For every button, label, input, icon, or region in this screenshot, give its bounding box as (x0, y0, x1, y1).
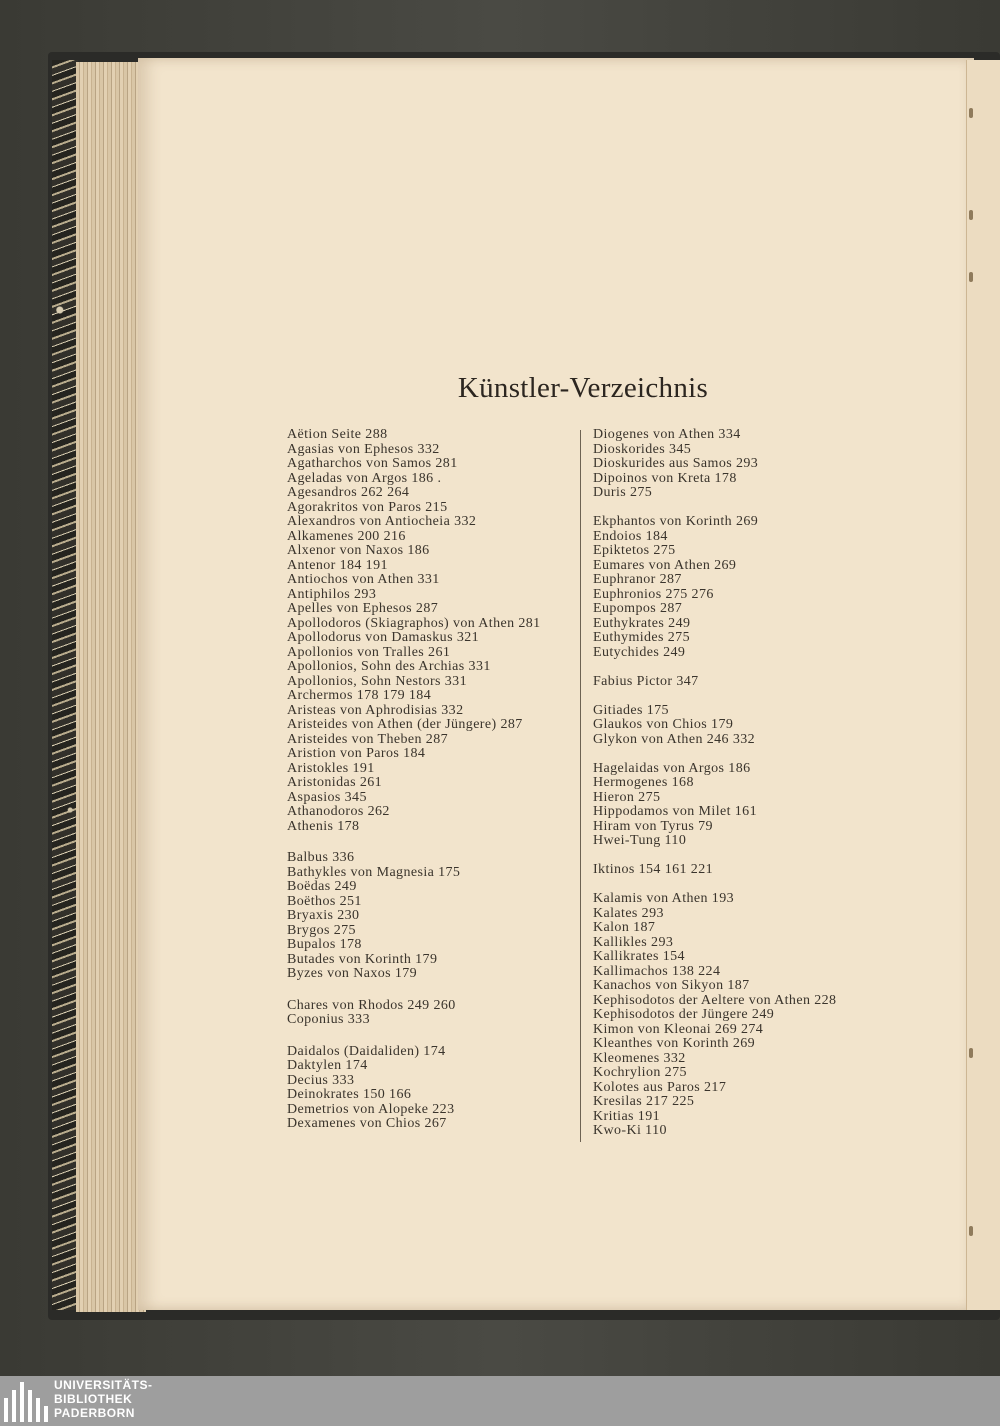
column-divider (580, 430, 581, 1142)
index-entry: Epiktetos 275 (593, 543, 676, 558)
index-entry: Antiphilos 293 (287, 586, 377, 602)
index-entry: Coponius 333 (287, 1012, 370, 1027)
index-entry: Brygos 275 (287, 922, 356, 938)
index-entry: Kleanthes von Korinth 269 (593, 1036, 756, 1051)
index-entry: Hippodamos von Milet 161 (593, 804, 757, 819)
index-entry: Glaukos von Chios 179 (593, 717, 734, 732)
index-entry: Endoios 184 (593, 528, 668, 544)
logo-line: PADERBORN (54, 1406, 135, 1420)
index-entry: Kalon 187 (593, 920, 656, 935)
index-entry: Dexamenes von Chios 267 (287, 1116, 447, 1131)
index-entry: Eupompos 287 (593, 601, 683, 616)
index-entry: Boëthos 251 (287, 893, 362, 909)
index-entry: Alkamenes 200 216 (287, 528, 406, 544)
index-entry: Kwo-Ki 110 (593, 1123, 667, 1138)
binding-thread-mark (969, 272, 973, 282)
index-entry: Fabius Pictor 347 (593, 673, 699, 689)
index-entry: Kallimachos 138 224 (593, 963, 721, 979)
index-entry: Apollonios, Sohn Nestors 331 (287, 673, 467, 689)
index-entry: Alexandros von Antiocheia 332 (287, 514, 477, 529)
index-entry: Kritias 191 (593, 1108, 661, 1124)
index-entry: Dipoinos von Kreta 178 (593, 470, 737, 486)
index-entry: Euphranor 287 (593, 572, 682, 587)
index-entry: Archermos 178 179 184 (287, 688, 432, 703)
index-entry: Kanachos von Sikyon 187 (593, 978, 750, 993)
index-entry: Alxenor von Naxos 186 (287, 543, 430, 558)
index-entry: Eutychides 249 (593, 644, 686, 660)
index-entry: Dioskorides 345 (593, 441, 692, 457)
index-entry: Aristeas von Aphrodisias 332 (287, 702, 464, 718)
index-entry: Chares von Rhodos 249 260 (287, 997, 456, 1013)
index-entry: Kleomenes 332 (593, 1050, 686, 1066)
index-entry: Kephisodotos der Aeltere von Athen 228 (593, 992, 837, 1008)
index-entry: Aristonidas 261 (287, 775, 383, 790)
binding-thread-mark (969, 108, 973, 118)
index-entry: Kimon von Kleonai 269 274 (593, 1021, 764, 1037)
index-entry: Butades von Korinth 179 (287, 951, 438, 967)
index-entry: Agasias von Ephesos 332 (287, 441, 440, 457)
index-entry: Apollonios, Sohn des Archias 331 (287, 659, 491, 674)
binding-thread-mark (969, 210, 973, 220)
index-entry: Iktinos 154 161 221 (593, 862, 713, 877)
index-entry: Euthymides 275 (593, 630, 690, 645)
index-entry: Ageladas von Argos 186 . (287, 470, 442, 486)
index-entry: Demetrios von Alopeke 223 (287, 1101, 455, 1117)
index-entry: Byzes von Naxos 179 (287, 966, 418, 981)
index-entry: Decius 333 (287, 1072, 355, 1088)
index-entry: Aspasios 345 (287, 789, 367, 805)
index-entry: Euphronios 275 276 (593, 586, 714, 602)
index-entry: Deinokrates 150 166 (287, 1087, 412, 1102)
library-logo-text (54, 1378, 153, 1420)
binding-thread-mark (969, 1226, 973, 1236)
index-entry: Kephisodotos der Jüngere 249 (593, 1007, 775, 1022)
index-entry: Antiochos von Athen 331 (287, 572, 440, 587)
index-entry: Aristeides von Theben 287 (287, 731, 448, 747)
index-entry: Gitiades 175 (593, 702, 669, 718)
index-entry: Hieron 275 (593, 789, 661, 805)
index-entry: Hwei-Tung 110 (593, 833, 687, 848)
index-entry: Bathykles von Magnesia 175 (287, 864, 461, 880)
index-entry: Euthykrates 249 (593, 615, 691, 631)
library-logo-icon (4, 1380, 48, 1422)
index-entry: Apollodorus von Damaskus 321 (287, 630, 480, 645)
index-entry: Aëtion Seite 288 (287, 427, 388, 442)
index-entry: Kresilas 217 225 (593, 1094, 695, 1109)
index-entry: Daktylen 174 (287, 1058, 368, 1073)
index-entry: Kolotes aus Paros 217 (593, 1079, 727, 1095)
index-entry: Athanodoros 262 (287, 804, 390, 819)
index-entry: Agesandros 262 264 (287, 485, 410, 500)
index-column-right (593, 428, 883, 1139)
logo-line: BIBLIOTHEK (54, 1392, 133, 1406)
index-entry: Kalamis von Athen 193 (593, 891, 734, 906)
binding-thread-mark (969, 1048, 973, 1058)
index-entry: Boëdas 249 (287, 879, 357, 894)
index-entry: Eumares von Athen 269 (593, 557, 737, 573)
index-entry: Hermogenes 168 (593, 775, 694, 790)
index-entry: Hiram von Tyrus 79 (593, 818, 713, 834)
index-column-left (287, 428, 572, 1132)
page-edges (76, 62, 146, 1312)
index-entry: Bryaxis 230 (287, 908, 360, 923)
index-entry: Hagelaidas von Argos 186 (593, 760, 751, 776)
index-entry: Balbus 336 (287, 850, 355, 865)
index-entry: Aristeides von Athen (der Jüngere) 287 (287, 717, 523, 732)
index-entry: Agorakritos von Paros 215 (287, 499, 448, 515)
index-entry: Apollodoros (Skiagraphos) von Athen 281 (287, 615, 541, 631)
index-entry: Apollonios von Tralles 261 (287, 644, 451, 660)
index-entry: Kochrylion 275 (593, 1065, 687, 1080)
index-entry: Daidalos (Daidaliden) 174 (287, 1043, 446, 1059)
index-entry: Aristokles 191 (287, 760, 375, 776)
index-entry: Diogenes von Athen 334 (593, 427, 741, 442)
marbled-edge (52, 60, 78, 1310)
facing-page-edge (966, 60, 1000, 1310)
index-entry: Ekphantos von Korinth 269 (593, 514, 759, 529)
index-entry: Athenis 178 (287, 818, 360, 834)
index-entry: Bupalos 178 (287, 937, 362, 952)
index-entry: Glykon von Athen 246 332 (593, 731, 756, 747)
logo-line: UNIVERSITÄTS- (54, 1378, 153, 1392)
index-entry: Aristion von Paros 184 (287, 746, 426, 761)
index-entry: Antenor 184 191 (287, 557, 388, 573)
index-entry: Duris 275 (593, 485, 653, 500)
library-footer (0, 1376, 1000, 1426)
index-entry: Apelles von Ephesos 287 (287, 601, 439, 616)
page-title: Künstler-Verzeichnis (457, 372, 709, 404)
index-entry: Kallikrates 154 (593, 949, 685, 964)
index-entry: Kalates 293 (593, 905, 664, 921)
index-entry: Kallikles 293 (593, 934, 674, 950)
index-entry: Dioskurides aus Samos 293 (593, 456, 759, 471)
index-entry: Agatharchos von Samos 281 (287, 456, 458, 471)
